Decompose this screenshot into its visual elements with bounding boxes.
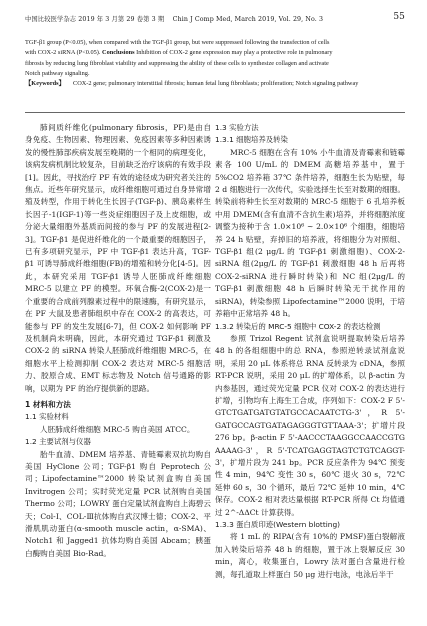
- materials-paragraph: 人胚肺成纤维细胞 MRC-5 购自美国 ATCC。: [40, 424, 195, 434]
- reagents-paragraph: 胎牛血清、DMEM 培养基、青链霉素双抗均购自美国 HyClone 公司；TGF-β1 购自 Peprotech 公司；Lipofectamine™2000 转染试剂盒购自美国 Invitrogen 公司；实时荧光定量 PCR 试剂购自美国 Thermo 公司；LOWRY 蛋白定量试剂盒购自上海碧云天；Col-Ⅰ、COL-Ⅲ抗体购自武汉博士德；COX-2、平滑肌肌动蛋白(α-smooth muscle actin，α-SMA)、Notch1 和 Jagged1 抗体均购自美国 Abcam；胰蛋白酶购自美国 Bio-Rad。: [25, 449, 211, 558]
- left-column: [25, 122, 211, 560]
- abstract-tail: [25, 38, 405, 79]
- journal-name-cn: 中国比较医学杂志 2019 年 3 月第 29 卷第 3 期: [25, 16, 165, 23]
- section-divider: [25, 112, 405, 113]
- keywords-text: COX-2 gene; pulmonary interstitial fibrosis; human fetal lung fibroblasts; proliferation; Notch signaling pathway: [73, 80, 359, 87]
- abstract-line: fibrosis by reducing lung fibroblast viability and suppressing the ability of these cells to synthesize collagen and activate: [25, 59, 329, 67]
- running-header: [25, 12, 405, 26]
- keywords: [25, 79, 405, 89]
- page-number: 55: [393, 12, 405, 22]
- abstract-line: with COX-2 siRNA (P<0.05). Conclusions Inhibition of COX-2 gene expression may play a protective role in pulmonary: [25, 49, 333, 57]
- culture-paragraph: MRC-5 细胞在含有 10% 小牛血清及青霉素和链霉素各 100 U/mL 的 DMEM 高糖培养基中，置于 5%CO2 培养箱 37℃ 条件培养，细胞生长为贴壁，每 2 d 细胞进行一次传代，实验选择生长至对数期的细胞。转染前将种生长至对数期的 MRC-5 细胞于 6 孔培养板中用 DMEM(含有血清不含抗生素)培养，并将细胞浓度调整为接种于含 1.0×10⁶ ~ 2.0×10⁶ 个细胞，细胞培养 24 h 贴壁，弃掉旧的培养液，将细胞分为对照组、TGF-β1 组(2 μg/L 的 TGF-β1 刺激细胞)、COX-2-siRNA 组(2μg/L 的 TGF-β1 刺激细胞 48 h 后再将 COX-2-siRNA 进行瞬时转染)和 NC 组(2μg/L 的 TGF-β1 刺激细胞 48 h 后瞬时转染无干扰作用的 siRNA)，转染参照 Lipofectamine™2000 说明，于培养箱中正常培养 48 h。: [215, 147, 405, 319]
- keywords-label: 【Keywords】: [25, 80, 65, 87]
- abstract-line: Notch pathway signaling.: [25, 69, 90, 77]
- subsection-heading-materials: 1.1 实验材料: [25, 412, 69, 422]
- cox2-detection-paragraph: 参照 Trizol Regent 试剂盒说明提取转染后培养 48 h 的各组细胞中的总 RNA，参照逆转录试剂盒说明，采用 20 μL 体系将总 RNA 反转录为 cDNA，参照 RT-PCR 说明，采用 20 μL 的扩增体系，以 β-actin 为内参基因，通过荧光定量 PCR 仪对 COX-2 的表达进行扩增，引物均有上海生工合成，序列如下：COX-2 F 5'-GTCTGATGATGTATGCCACAATCTG-3'，R 5'-GATGCCAGTGATAGAGGGTGTTAAA-3'；扩增片段 276 bp。β-actin F 5'-AACCCTAAGGCCAACCGTG AAAAG-3'，R 5'-TCATGAGGTAGTCTGTCAGGT-3'，扩增片段为 241 bp。PCR 反应条件为 94℃ 预变性 4 min，94℃ 变性 30 s，60℃ 退火 30 s，72℃ 延伸 60 s，30 个循环，最后 72℃ 延伸 10 min，4℃ 保存。COX-2 相对表达量根据 RT-PCR 所得 Ct 均值通过 2^-ΔΔCt 计算获得。: [215, 333, 405, 517]
- journal-name-en: Chin J Comp Med, March 2019, Vol. 29, No. 3: [172, 16, 324, 23]
- section-heading-methods: 1 材料和方法: [25, 399, 71, 409]
- journal-citation: [25, 14, 323, 23]
- subsection-heading-western-blot: 1.3.3 蛋白质印迹(Western blotting): [215, 520, 341, 529]
- western-blot-paragraph: 将 1 mL 的 RIPA(含有 10%的 PMSF)蛋白裂解液加入转染后培养 48 h 的细胞，置于冰上裂解反应 30 min，离心，收集蛋白，Lowry 法对蛋白含量进行检测，每孔道取上样蛋白 50 μg 进行电泳，电泳后半干: [215, 532, 405, 579]
- subsection-heading-methods: 1.3 实验方法: [215, 123, 259, 132]
- conclusions-label: Conclusions: [102, 49, 135, 57]
- subsection-heading-reagents: 1.2 主要试剂与仪器: [25, 437, 91, 447]
- subsection-heading-cox2-detection: 1.3.2 转染后的 MRC-5 细胞中 COX-2 的表达检测: [215, 321, 381, 331]
- right-column: [215, 122, 405, 581]
- subsection-heading-culture: 1.3.1 细胞培养及转染: [215, 135, 288, 145]
- abstract-line: TGF-β1 group (P<0.05), when compared with the TGF-β1 group, but were suppressed following the transfection of cells: [25, 39, 330, 46]
- intro-paragraph: 肺间质纤维化(pulmonary fibrosis，PF)是由自身免疫、生物因素、物理因素、免疫因素等多种因素诱发的慢性肺部疾病发展至晚期的一个相同的病理变化，该病发病机制比较复杂，目前缺乏治疗该病的有效手段[1]。因此，寻找治疗 PF 有效的途径成为研究者关注的焦点。近些年研究显示，成纤维细胞可通过自身异常增殖及转型，作用于转化生长因子(TGF-β)、胰岛素样生长因子-1(IGF-1)等一些炎症细胞因子及上皮细胞，或分泌大量细胞外基质而间接的参与 PF 的发展进程[2-3]。TGF-β1 是促进纤维化的一个最重要的细胞因子，已有多项研究显示，PF 中 TGF-β1 表达升高，TGF-β1 可诱导肺成纤维细胞(FB)的增殖和转分化[4-5]。因此，本研究采用 TGF-β1 诱导人胚肺成纤维细胞 MRC-5 以建立 PF 的模型。环氧合酶-2(COX-2)是一个重要的合成前列腺素过程中的限速酶，有研究显示，在 PF 大鼠及患者肺组织中存在 COX-2 的高表达，可能参与 PF 的发生发展[6-7]，但 COX-2 如何影响 PF 及机制尚未明确，因此，本研究通过 TGF-β1 刺激及 COX-2 的 siRNA 转染人胚肺成纤维细胞 MRC-5，在细胞水平上检测抑制 COX-2 表达对 MRC-5 细胞活力、胶原合成、EMT 标志物及 Notch 信号通路的影响，以期为 PF 的治疗提供新的思路。: [25, 123, 211, 393]
